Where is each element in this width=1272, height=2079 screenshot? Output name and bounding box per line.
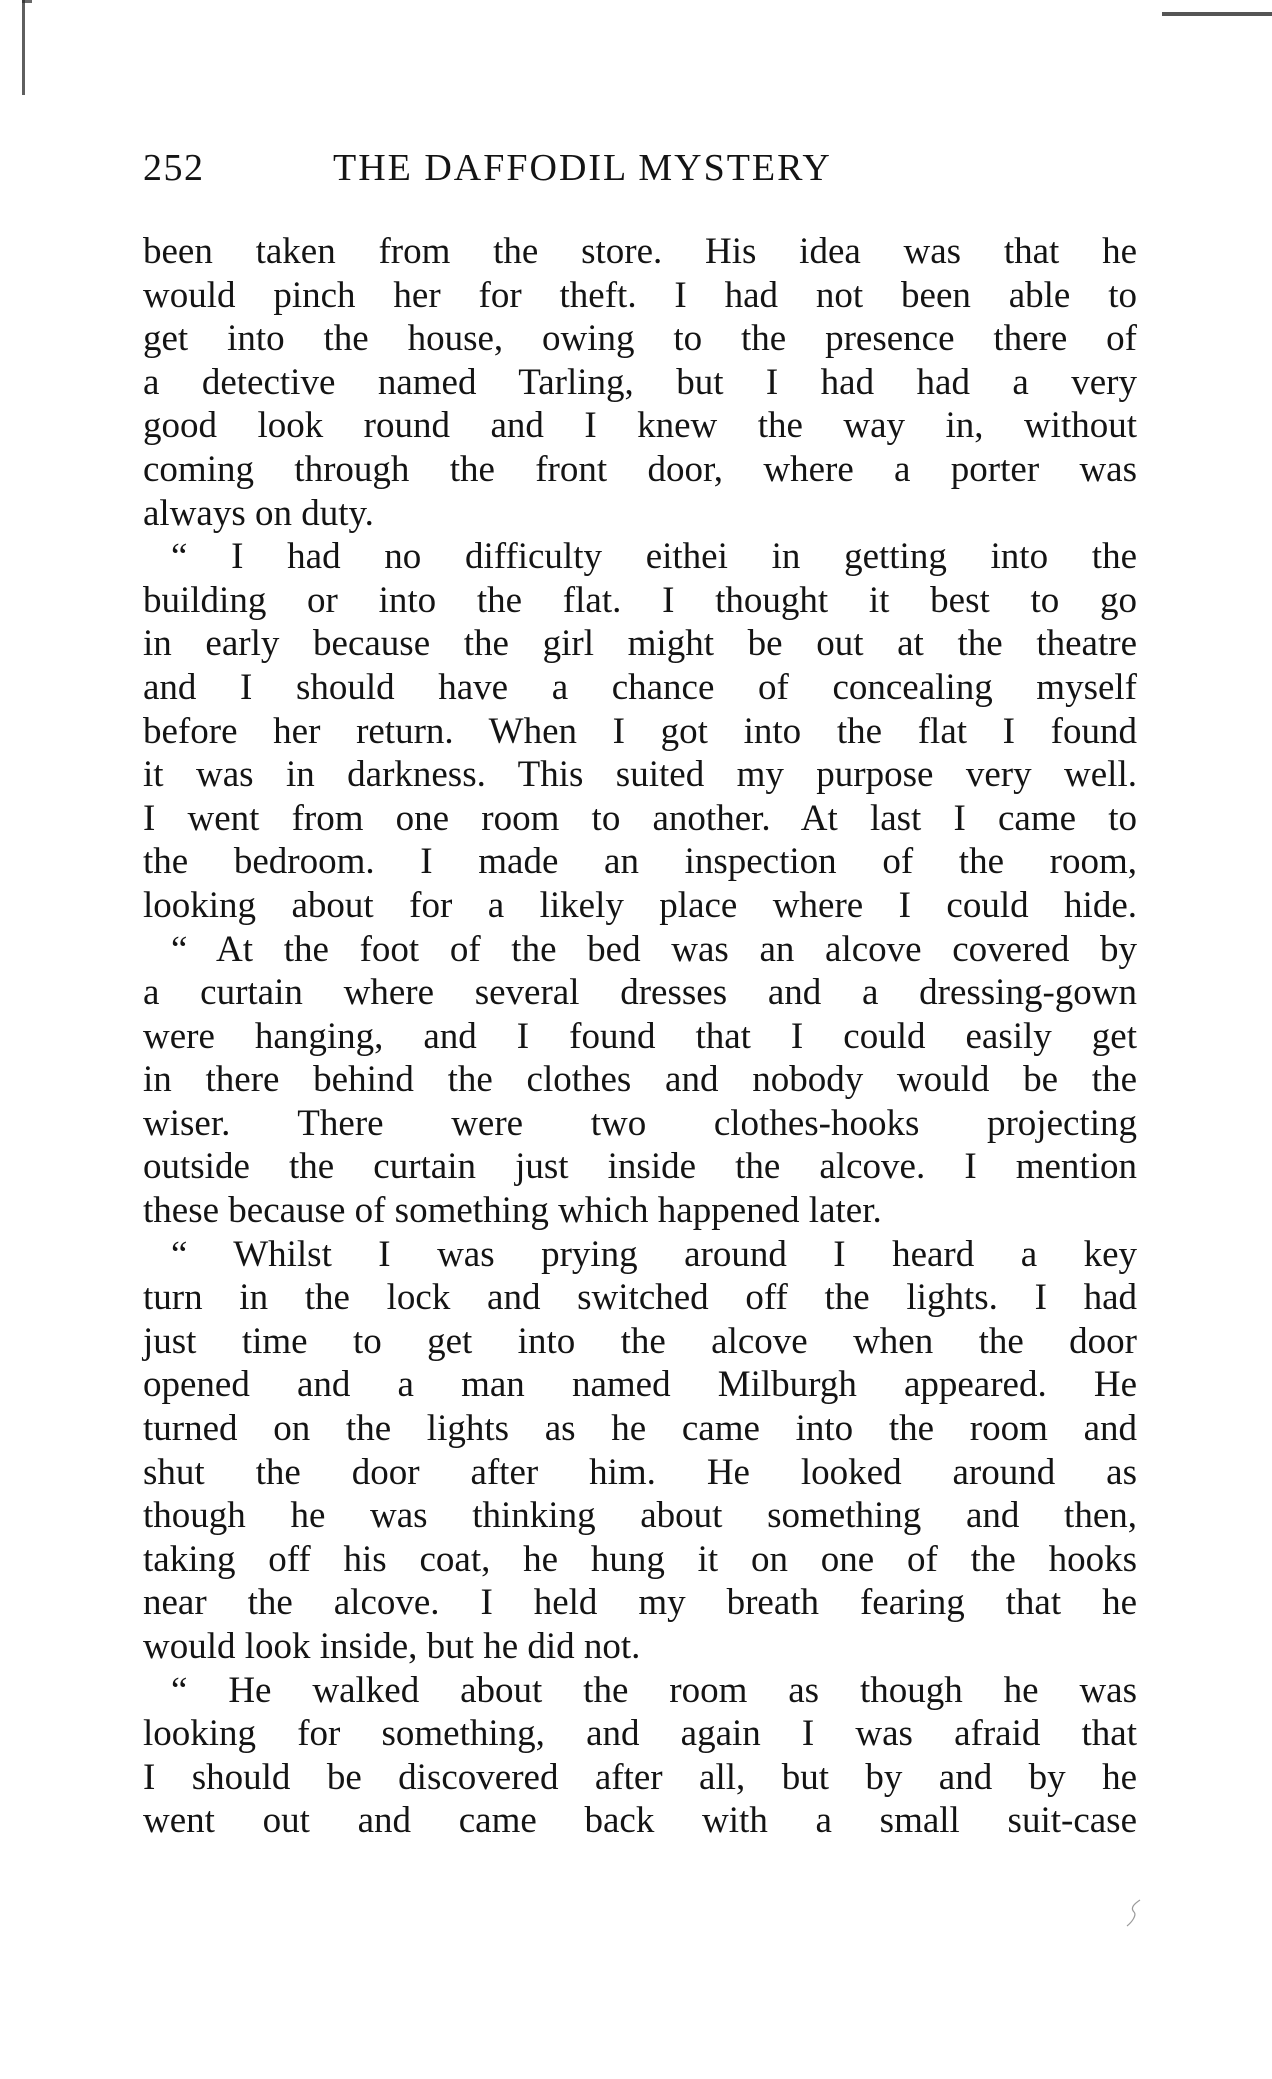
text-line: good look round and I knew the way in, without <box>143 405 1137 447</box>
text-line: it was in darkness. This suited my purpose very well. <box>143 754 1137 796</box>
text-line: in there behind the clothes and nobody would be the <box>143 1059 1137 1101</box>
text-line: coming through the front door, where a porter was <box>143 448 1137 490</box>
text-line: these because of something which happened later. <box>143 1190 882 1232</box>
text-line: in early because the girl might be out at the theatre <box>143 623 1137 665</box>
paragraph-start-line: “ Whilst I was prying around I heard a key <box>171 1233 1137 1275</box>
text-line: been taken from the store. His idea was that he <box>143 231 1137 272</box>
paragraph-start-line: “ At the foot of the bed was an alcove covered by <box>171 928 1137 970</box>
text-line: always on duty. <box>143 492 374 534</box>
text-line: taking off his coat, he hung it on one of the hooks <box>143 1538 1137 1580</box>
text-line: wiser. There were two clothes-hooks projecting <box>143 1102 1137 1144</box>
text-line: outside the curtain just inside the alcove. I mention <box>143 1146 1137 1188</box>
text-line: went out and came back with a small suit-case <box>143 1800 1137 1842</box>
text-line: though he was thinking about something and then, <box>143 1495 1137 1537</box>
running-title: THE DAFFODIL MYSTERY <box>333 147 832 189</box>
text-line: would look inside, but he did not. <box>143 1626 641 1667</box>
text-line: turned on the lights as he came into the room and <box>143 1408 1137 1450</box>
text-line: opened and a man named Milburgh appeared. He <box>143 1364 1137 1406</box>
text-line: shut the door after him. He looked around as <box>143 1451 1137 1493</box>
text-line: I should be discovered after all, but by and by he <box>143 1756 1137 1798</box>
text-line: would pinch her for theft. I had not been able to <box>143 274 1137 316</box>
page-header <box>143 142 1143 194</box>
stray-pencil-mark <box>1124 1898 1144 1928</box>
text-line: looking for something, and again I was afraid that <box>143 1713 1137 1755</box>
scan-edge-line <box>1162 12 1272 16</box>
text-line: and I should have a chance of concealing myself <box>143 666 1137 708</box>
text-line: just time to get into the alcove when the door <box>143 1320 1137 1362</box>
text-line: were hanging, and I found that I could easily get <box>143 1015 1137 1057</box>
text-line: the bedroom. I made an inspection of the room, <box>143 841 1137 883</box>
text-line: before her return. When I got into the flat I found <box>143 710 1137 752</box>
scan-edge-mark <box>22 0 25 95</box>
text-line: turn in the lock and switched off the lights. I had <box>143 1277 1137 1319</box>
text-line: looking about for a likely place where I could hide. <box>143 884 1137 926</box>
text-line: a curtain where several dresses and a dressing-gown <box>143 972 1137 1014</box>
text-line: near the alcove. I held my breath fearing that he <box>143 1582 1137 1624</box>
text-line: get into the house, owing to the presence there of <box>143 318 1137 360</box>
text-line: I went from one room to another. At last I came to <box>143 797 1137 839</box>
page-number: 252 <box>143 147 205 189</box>
scan-edge-mark-hook <box>22 0 32 3</box>
text-line: a detective named Tarling, but I had had a very <box>143 361 1137 403</box>
paragraph-start-line: “ He walked about the room as though he was <box>171 1669 1137 1711</box>
paragraph-start-line: “ I had no difficulty eithei in getting into the <box>171 536 1137 578</box>
text-line: building or into the flat. I thought it best to go <box>143 579 1137 621</box>
body-text <box>143 230 1137 1843</box>
